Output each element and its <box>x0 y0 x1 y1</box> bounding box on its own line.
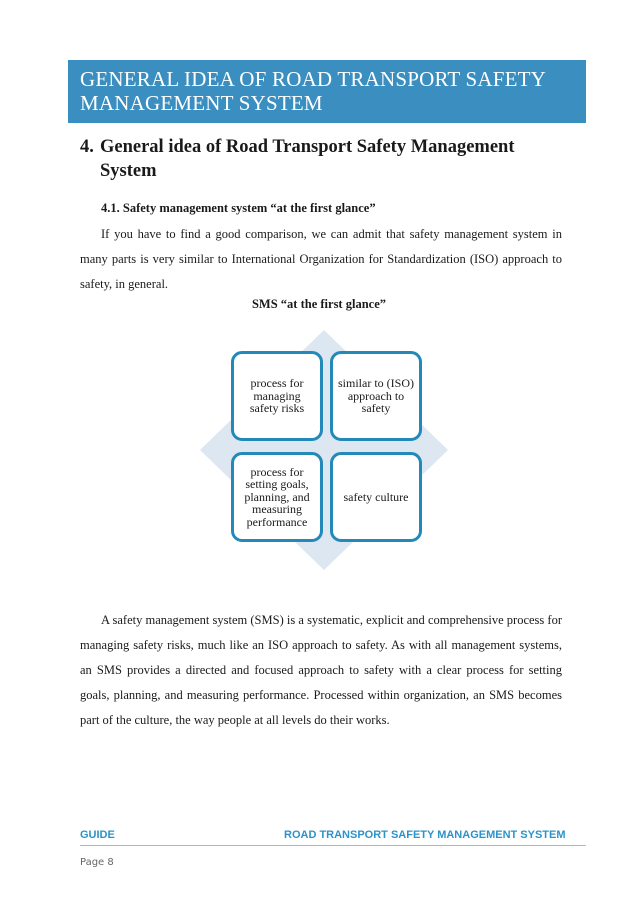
box-managing-safety-risks: process for managing safety risks <box>231 351 323 441</box>
section-heading <box>80 135 560 183</box>
sms-diagram <box>200 330 448 570</box>
box-iso-approach: similar to (ISO) approach to safety <box>330 351 422 441</box>
footer-divider <box>80 845 586 846</box>
box-setting-goals: process for setting goals, planning, and measuring performance <box>231 452 323 542</box>
footer-guide-label: GUIDE <box>80 829 115 841</box>
paragraph-intro: If you have to find a good comparison, we can admit that safety management system in many parts is very similar to International Organization for Standardization (ISO) approach to safety, in general. <box>80 227 562 291</box>
subsection-heading: 4.1. Safety management system “at the first glance” <box>101 201 376 215</box>
header-banner <box>68 60 586 123</box>
section-title-line1: General idea of Road Transport Safety Management <box>100 137 515 157</box>
paragraph-sms-description: A safety management system (SMS) is a systematic, explicit and comprehensive process for managing safety risks, much like an ISO approach to safety. As with all management systems, an SMS provides a directed and focused approach to safety with a clear process for setting goals, planning, and measuring performance. Processed within organization, an SMS becomes part of the culture, the way people at all levels do their works. <box>80 613 562 727</box>
box-safety-culture: safety culture <box>330 452 422 542</box>
section-title-line2: System <box>100 161 157 181</box>
banner-title: GENERAL IDEA OF ROAD TRANSPORT SAFETY MANAGEMENT SYSTEM <box>80 67 546 115</box>
footer-document-title: ROAD TRANSPORT SAFETY MANAGEMENT SYSTEM <box>284 829 566 841</box>
page-number: Page 8 <box>80 857 114 868</box>
section-number: 4. <box>80 137 94 157</box>
diagram-caption: SMS “at the first glance” <box>251 297 386 311</box>
